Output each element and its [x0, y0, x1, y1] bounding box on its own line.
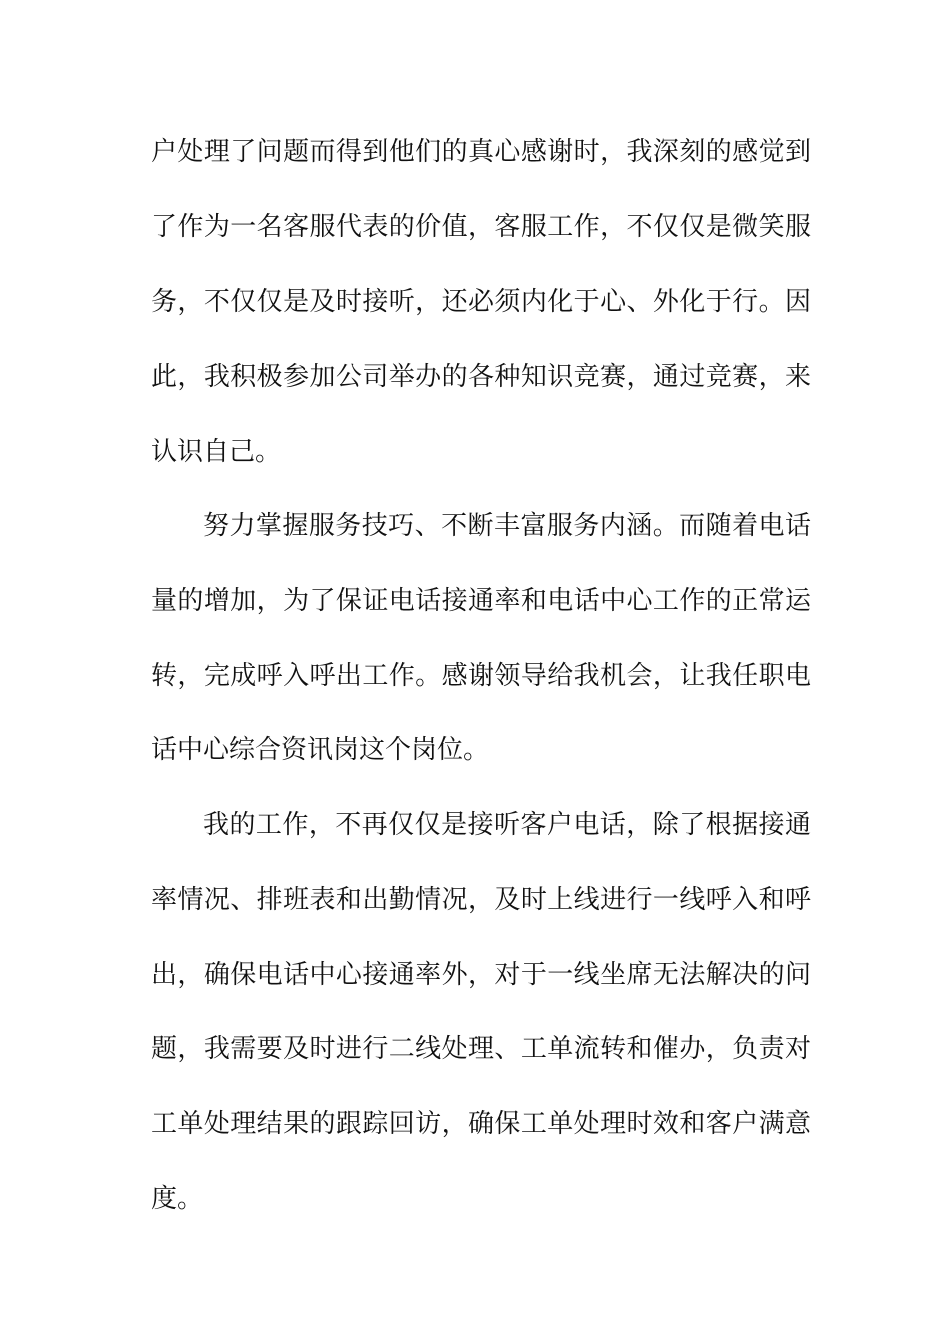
paragraph-line: 此，我积极参加公司举办的各种知识竞赛，通过竞赛，来: [151, 362, 811, 392]
paragraph-line: 我的工作，不再仅仅是接听客户电话，除了根据接通: [203, 810, 811, 840]
paragraph-line: 转，完成呼入呼出工作。感谢领导给我机会，让我任职电: [151, 661, 811, 691]
paragraph-line: 度。: [151, 1184, 204, 1214]
paragraph-line: 率情况、排班表和出勤情况，及时上线进行一线呼入和呼: [151, 885, 811, 915]
paragraph-line: 量的增加，为了保证电话接通率和电话中心工作的正常运: [151, 586, 811, 616]
paragraph-line: 工单处理结果的跟踪回访，确保工单处理时效和客户满意: [151, 1109, 811, 1139]
paragraph-line: 了作为一名客服代表的价值，客服工作，不仅仅是微笑服: [151, 212, 811, 242]
paragraph-line: 题，我需要及时进行二线处理、工单流转和催办，负责对: [151, 1034, 811, 1064]
paragraph-line: 出，确保电话中心接通率外，对于一线坐席无法解决的问: [151, 960, 811, 990]
paragraph-line: 努力掌握服务技巧、不断丰富服务内涵。而随着电话: [203, 511, 811, 541]
paragraph-line: 务，不仅仅是及时接听，还必须内化于心、外化于行。因: [151, 287, 811, 317]
paragraph-line: 户处理了问题而得到他们的真心感谢时，我深刻的感觉到: [151, 137, 811, 167]
paragraph-line: 认识自己。: [151, 437, 282, 467]
paragraph-line: 话中心综合资讯岗这个岗位。: [151, 735, 490, 765]
